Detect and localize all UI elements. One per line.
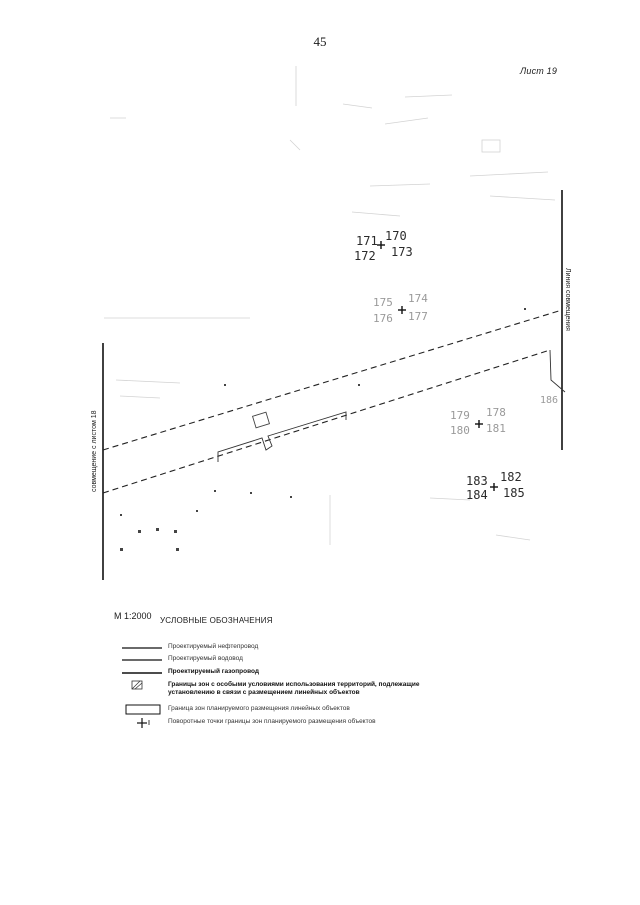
point-label-177: 177 (408, 310, 428, 323)
corridor-lower-line (103, 350, 550, 493)
cross-point-icon (377, 241, 385, 249)
point-label-185: 185 (503, 486, 525, 500)
point-label-179: 179 (450, 409, 470, 422)
legend-title: УСЛОВНЫЕ ОБОЗНАЧЕНИЯ (160, 616, 273, 625)
zone-boundary-steps (218, 412, 346, 462)
cross-point-icon (490, 483, 498, 491)
point-label-181: 181 (486, 422, 506, 435)
point-label-178: 178 (486, 406, 506, 419)
point-label-172: 172 (354, 249, 376, 263)
legend-line-symbol (120, 666, 164, 680)
point-label-180: 180 (450, 424, 470, 437)
legend-item-turning-points (120, 716, 520, 730)
cross-point-icon (120, 716, 164, 730)
point-label-176: 176 (373, 312, 393, 325)
point-label-183: 183 (466, 474, 488, 488)
point-label-170: 170 (385, 229, 407, 243)
point-label-184: 184 (466, 488, 488, 502)
legend-item-label: Проектируемый нефтепровод (168, 643, 259, 650)
small-building (253, 412, 270, 428)
point-label-175: 175 (373, 296, 393, 309)
legend-item-label: Проектируемый газопровод (168, 668, 259, 675)
page-number: 45 (313, 34, 327, 49)
legend-item-water-pipeline (120, 653, 520, 667)
legend-item-label: Проектируемый водовод (168, 655, 243, 662)
legend-item-gas-pipeline (120, 666, 520, 680)
legend-item-label: Границы зон с особыми условиями использования территорий, подлежащие установлению в связи с размещением линейных объектов (168, 681, 420, 696)
left-vertical-label: совмещение с листом 18 (91, 410, 98, 492)
legend-item-label: Граница зон планируемого размещения линейных объектов (168, 705, 350, 712)
map-scale: М 1:2000 (114, 611, 152, 621)
legend-item-label: Поворотные точки границы зон планируемого размещения объектов (168, 718, 376, 725)
legend-rectangle-symbol (120, 703, 164, 717)
hatch-icon (120, 679, 164, 693)
legend-item-zone-boundary (120, 703, 520, 717)
point-label-174: 174 (408, 292, 428, 305)
point-label-182: 182 (500, 470, 522, 484)
point-label-186: 186 (540, 395, 559, 406)
cross-point-icon (398, 306, 406, 314)
legend-item-special-zones (120, 679, 520, 699)
sheet-label: Лист 19 (520, 66, 558, 76)
point-label-173: 173 (391, 245, 413, 259)
legend-line-symbol (120, 653, 164, 667)
cross-point-icon (475, 420, 483, 428)
right-vertical-label: Линия совмещения (564, 268, 571, 331)
point-label-171: 171 (356, 234, 378, 248)
